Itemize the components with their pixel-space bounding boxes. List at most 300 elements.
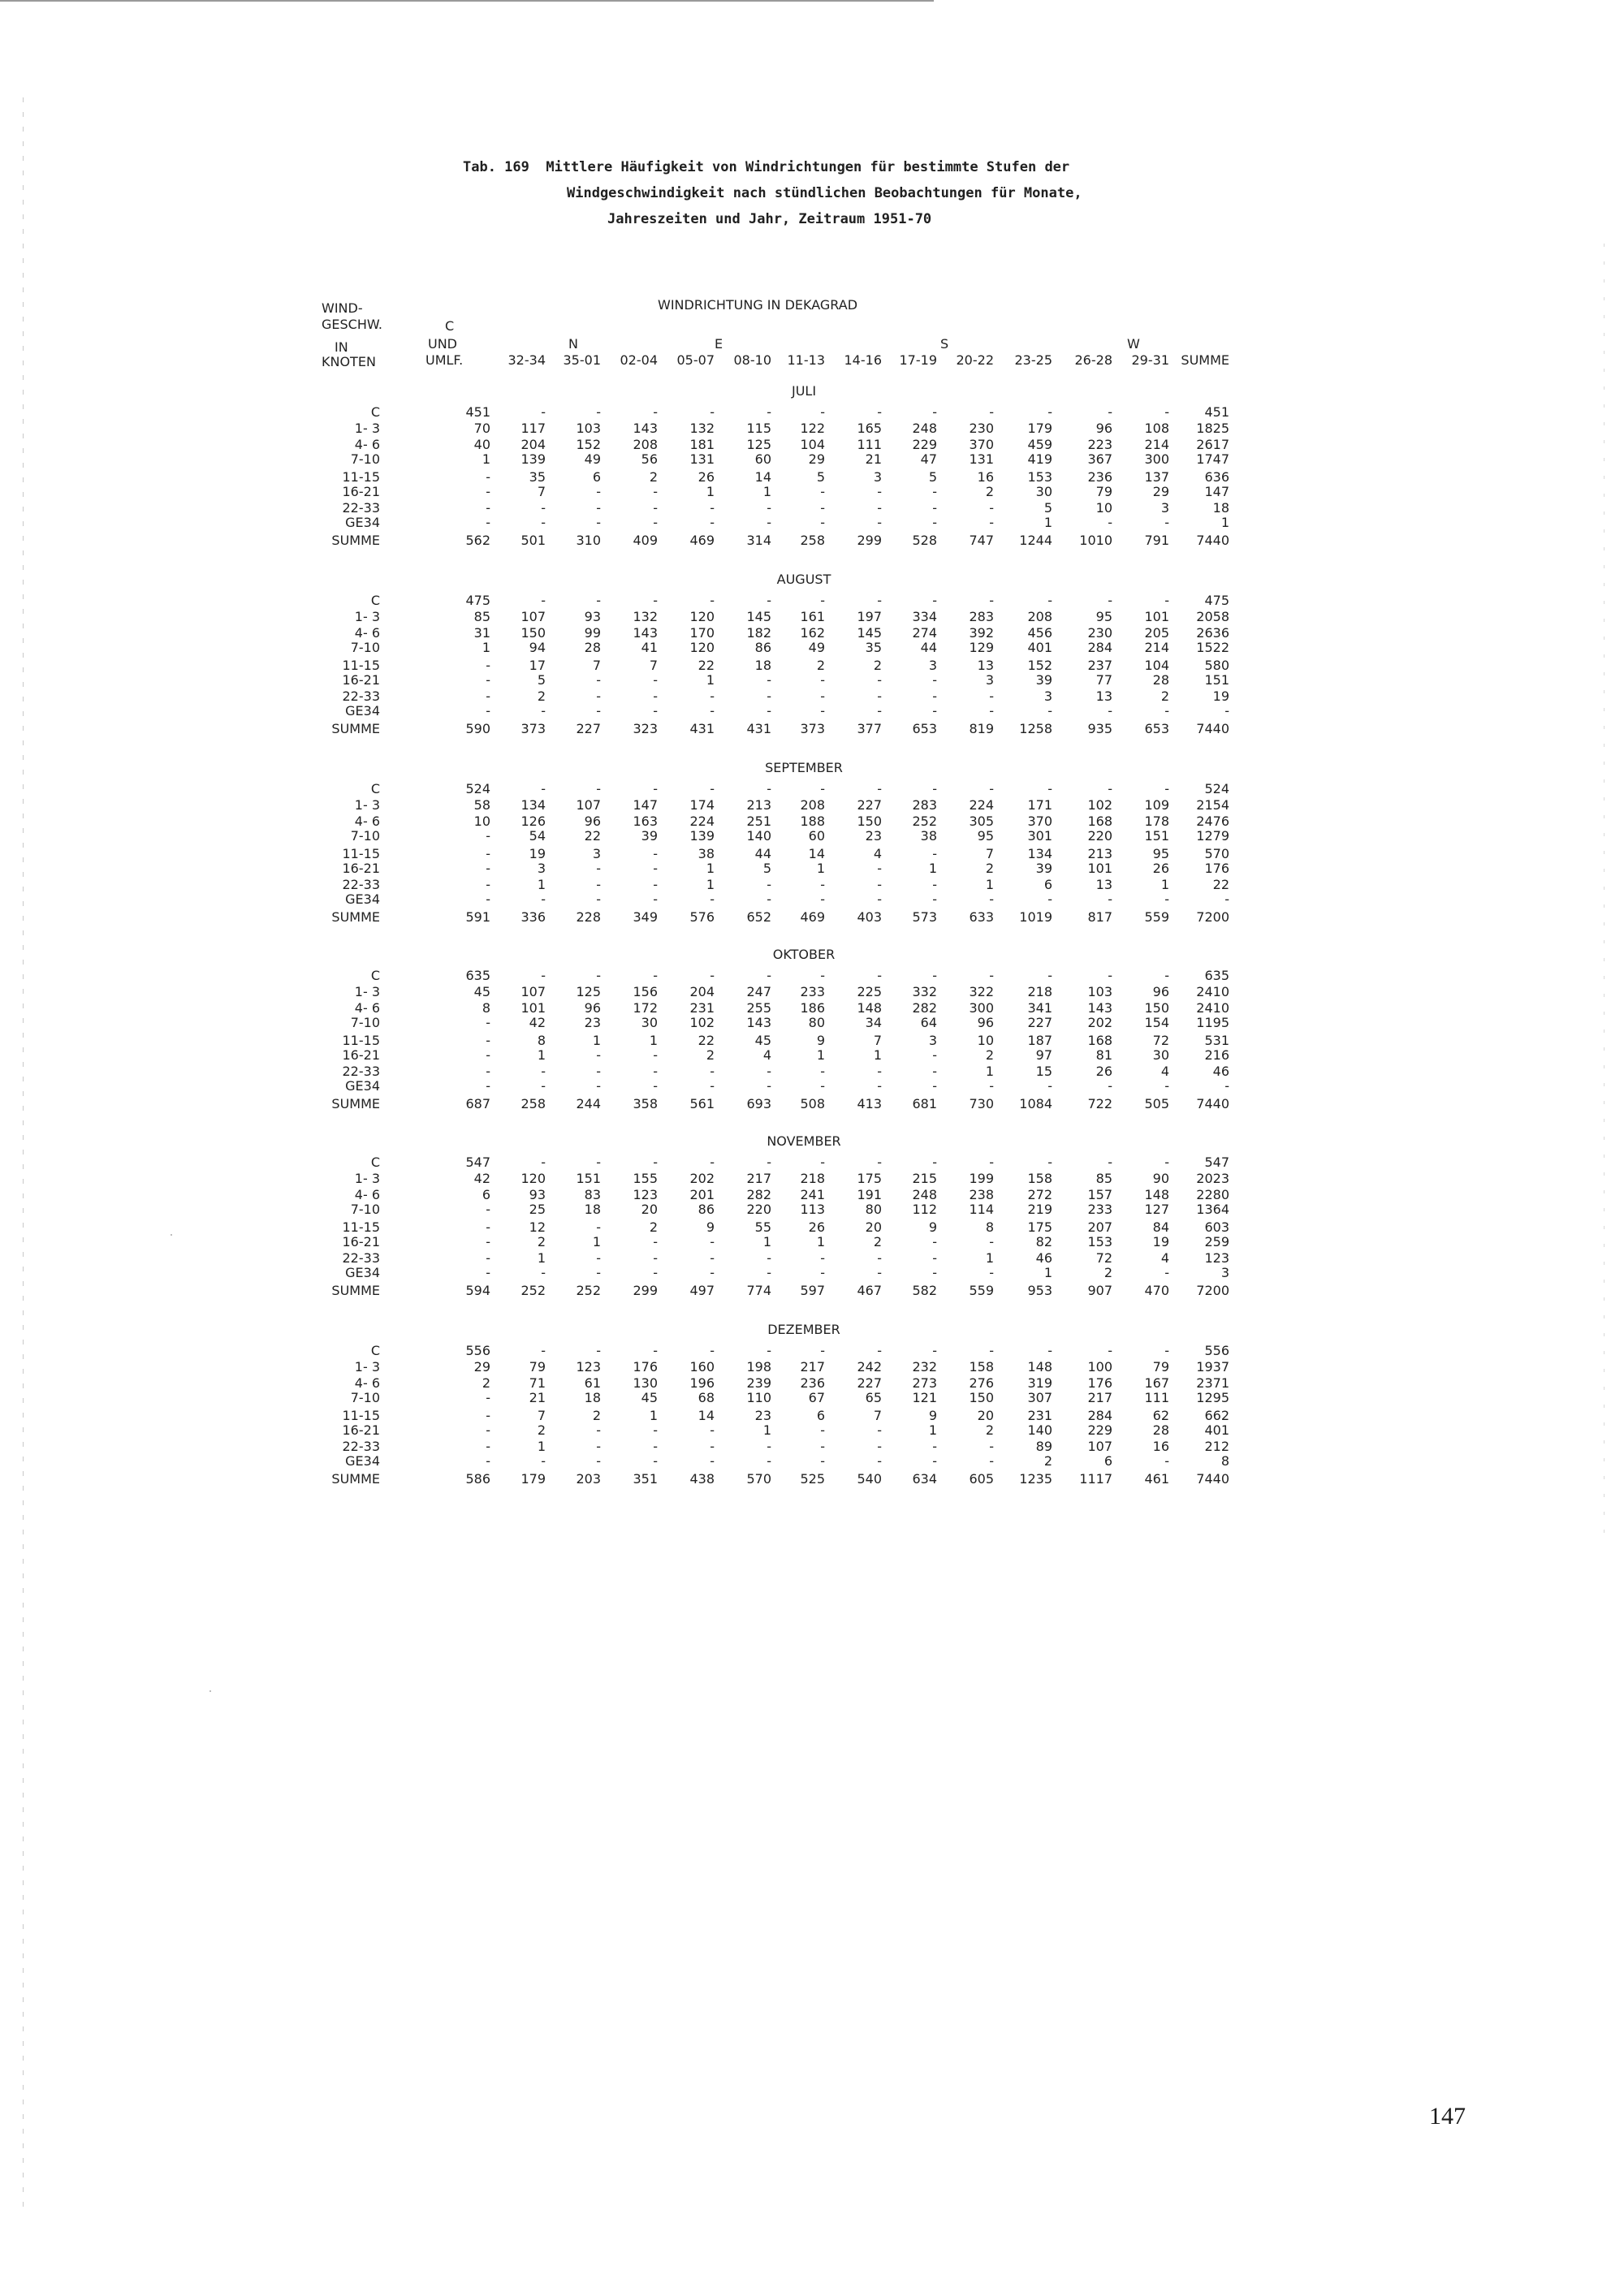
table-cell: 150 (1144, 1000, 1169, 1016)
table-cell: 2 (985, 1422, 994, 1438)
table-cell: - (932, 404, 937, 420)
table-cell: 31 (473, 625, 490, 641)
table-cell: 300 (1144, 451, 1169, 467)
table-cell: - (1108, 404, 1112, 420)
table-cell: - (1108, 515, 1112, 530)
row-label: GE34 (345, 703, 380, 719)
table-cell: - (767, 1154, 771, 1170)
table-cell: 252 (912, 814, 937, 829)
table-cell: 129 (969, 640, 994, 655)
table-cell: - (596, 672, 601, 688)
table-cell: - (932, 1453, 937, 1469)
table-cell: 34 (865, 1015, 882, 1030)
table-cell: 5 (537, 672, 546, 688)
table-cell: 358 (633, 1096, 658, 1111)
table-cell: 14 (808, 846, 825, 861)
table-cell: 81 (1095, 1047, 1112, 1063)
table-cell: 208 (633, 437, 658, 452)
table-cell: 634 (912, 1471, 937, 1487)
table-cell: 28 (1152, 1422, 1169, 1438)
table-cell: 217 (746, 1171, 771, 1186)
table-cell: 636 (1204, 469, 1229, 485)
table-cell: 633 (969, 909, 994, 925)
table-cell: - (989, 1343, 994, 1358)
table-cell: 89 (1035, 1439, 1052, 1454)
row-label: C (370, 1154, 380, 1170)
table-cell: 83 (584, 1187, 601, 1202)
table-cell: 582 (912, 1283, 937, 1298)
table-cell: 2 (816, 658, 825, 673)
table-cell: 71 (529, 1375, 546, 1391)
table-cell: 19 (1152, 1234, 1169, 1249)
table-cell: 79 (529, 1359, 546, 1375)
table-cell: 1 (482, 451, 490, 467)
row-label: 11-15 (342, 658, 380, 673)
table-cell: 114 (969, 1202, 994, 1217)
table-cell: - (653, 1250, 658, 1266)
table-cell: 367 (1087, 451, 1112, 467)
table-cell: 219 (1027, 1202, 1052, 1217)
table-cell: 1 (816, 861, 825, 876)
table-cell: 229 (1087, 1422, 1112, 1438)
table-cell: 1 (1160, 877, 1169, 892)
table-cell: 1084 (1019, 1096, 1052, 1111)
table-cell: 2371 (1196, 1375, 1229, 1391)
table-cell: - (877, 1343, 882, 1358)
table-cell: 158 (969, 1359, 994, 1375)
row-label: 1- 3 (354, 1171, 380, 1186)
table-cell: - (653, 1234, 658, 1249)
table-cell: 7 (537, 484, 546, 499)
table-cell: - (596, 500, 601, 516)
table-cell: 561 (689, 1096, 715, 1111)
table-cell: - (653, 877, 658, 892)
table-cell: - (877, 1422, 882, 1438)
table-cell: 747 (969, 533, 994, 548)
table-cell: 145 (857, 625, 882, 641)
table-cell: 1 (985, 1250, 994, 1266)
table-cell: 377 (857, 721, 882, 736)
table-cell: - (1164, 968, 1169, 983)
table-cell: 791 (1144, 533, 1169, 548)
compass-e: E (715, 336, 723, 352)
column-header: 05-07 (676, 352, 715, 368)
table-cell: - (1164, 1453, 1169, 1469)
table-cell: - (710, 1439, 715, 1454)
table-cell: 1 (985, 1064, 994, 1079)
table-cell: - (541, 515, 546, 530)
table-cell: - (767, 1064, 771, 1079)
table-caption-line-2: Windgeschwindigkeit nach stündlichen Beobachtungen für Monate, (567, 185, 1082, 201)
table-cell: 96 (584, 1000, 601, 1016)
row-label: 7-10 (350, 451, 380, 467)
table-cell: 61 (584, 1375, 601, 1391)
table-cell: - (877, 1064, 882, 1079)
table-cell: - (1108, 1154, 1112, 1170)
table-cell: - (767, 1439, 771, 1454)
table-cell: 108 (1144, 421, 1169, 436)
table-cell: 310 (576, 533, 601, 548)
table-cell: 95 (1152, 846, 1169, 861)
table-cell: - (877, 515, 882, 530)
table-cell: 524 (465, 781, 490, 796)
table-cell: 7 (985, 846, 994, 861)
table-cell: - (877, 1078, 882, 1094)
table-cell: 72 (1152, 1033, 1169, 1048)
table-cell: 501 (520, 533, 546, 548)
table-cell: - (596, 515, 601, 530)
table-cell: - (1108, 703, 1112, 719)
table-cell: - (932, 688, 937, 704)
table-cell: - (767, 593, 771, 608)
table-cell: 907 (1087, 1283, 1112, 1298)
row-label: 16-21 (342, 861, 380, 876)
row-label: 1- 3 (354, 421, 380, 436)
table-cell: - (710, 781, 715, 796)
table-cell: 29 (1152, 484, 1169, 499)
table-cell: 21 (529, 1390, 546, 1405)
table-cell: 323 (633, 721, 658, 736)
table-cell: 94 (529, 640, 546, 655)
table-cell: 107 (520, 609, 546, 624)
table-cell: - (541, 703, 546, 719)
table-cell: 22 (1212, 877, 1229, 892)
table-cell: - (486, 1265, 490, 1280)
table-cell: - (820, 672, 825, 688)
table-cell: - (596, 781, 601, 796)
table-cell: 103 (1087, 984, 1112, 999)
table-cell: - (1047, 1154, 1052, 1170)
table-cell: - (710, 1064, 715, 1079)
table-cell: 2410 (1196, 1000, 1229, 1016)
table-cell: 13 (1095, 688, 1112, 704)
row-label: 7-10 (350, 1390, 380, 1405)
table-cell: 300 (969, 1000, 994, 1016)
table-cell: 525 (800, 1471, 825, 1487)
table-cell: 55 (754, 1219, 771, 1235)
row-label: 11-15 (342, 846, 380, 861)
table-cell: 84 (1152, 1219, 1169, 1235)
table-cell: - (486, 1219, 490, 1235)
table-cell: 2 (1104, 1265, 1112, 1280)
row-label: GE34 (345, 1453, 380, 1469)
table-cell: 6 (482, 1187, 490, 1202)
table-cell: - (486, 703, 490, 719)
table-cell: - (932, 593, 937, 608)
table-cell: - (710, 404, 715, 420)
table-cell: 18 (1212, 500, 1229, 516)
table-cell: 5 (1043, 500, 1052, 516)
table-cell: 38 (920, 828, 937, 844)
table-cell: 3 (1220, 1265, 1229, 1280)
table-cell: 42 (529, 1015, 546, 1030)
table-cell: 29 (808, 451, 825, 467)
table-cell: 283 (912, 797, 937, 813)
table-cell: - (596, 1439, 601, 1454)
table-cell: - (767, 703, 771, 719)
table-cell: 96 (977, 1015, 994, 1030)
table-cell: 1364 (1196, 1202, 1229, 1217)
table-cell: 38 (698, 846, 715, 861)
table-cell: - (541, 404, 546, 420)
table-cell: 123 (633, 1187, 658, 1202)
table-cell: 283 (969, 609, 994, 624)
table-cell: 540 (857, 1471, 882, 1487)
table-cell: - (877, 781, 882, 796)
table-cell: 2 (537, 1422, 546, 1438)
table-cell: 22 (584, 828, 601, 844)
table-cell: 3 (1043, 688, 1052, 704)
table-cell: - (596, 877, 601, 892)
table-cell: 469 (689, 533, 715, 548)
table-cell: 150 (969, 1390, 994, 1405)
table-cell: 252 (520, 1283, 546, 1298)
table-cell: 95 (1095, 609, 1112, 624)
table-cell: - (486, 1250, 490, 1266)
table-cell: 49 (808, 640, 825, 655)
table-cell: 233 (800, 984, 825, 999)
table-cell: - (486, 658, 490, 673)
table-cell: 230 (969, 421, 994, 436)
table-cell: 1 (928, 861, 937, 876)
table-cell: 101 (1144, 609, 1169, 624)
table-cell: 208 (1027, 609, 1052, 624)
table-cell: 1 (537, 1047, 546, 1063)
table-cell: - (596, 1219, 601, 1235)
table-cell: - (1164, 703, 1169, 719)
table-cell: - (653, 688, 658, 704)
table-cell: 60 (808, 828, 825, 844)
table-cell: - (596, 1265, 601, 1280)
table-cell: 107 (520, 984, 546, 999)
table-cell: 154 (1144, 1015, 1169, 1030)
compass-s: S (940, 336, 949, 352)
table-cell: 134 (520, 797, 546, 813)
table-cell: 22 (698, 1033, 715, 1048)
table-cell: 68 (698, 1390, 715, 1405)
table-cell: 176 (1087, 1375, 1112, 1391)
table-cell: 215 (912, 1171, 937, 1186)
table-cell: 23 (754, 1408, 771, 1423)
table-cell: 125 (576, 984, 601, 999)
table-cell: 9 (816, 1033, 825, 1048)
table-cell: 232 (912, 1359, 937, 1375)
top-rule (0, 0, 934, 2)
row-label: SUMME (331, 1471, 380, 1487)
table-cell: 4 (1160, 1250, 1169, 1266)
table-cell: 102 (689, 1015, 715, 1030)
table-cell: - (710, 593, 715, 608)
table-cell: 730 (969, 1096, 994, 1111)
table-cell: 580 (1204, 658, 1229, 673)
table-cell: 3 (928, 658, 937, 673)
table-cell: 409 (633, 533, 658, 548)
column-header: 02-04 (620, 352, 658, 368)
table-cell: - (486, 484, 490, 499)
table-cell: 456 (1027, 625, 1052, 641)
table-cell: 2 (873, 658, 882, 673)
table-cell: - (767, 672, 771, 688)
table-cell: 7440 (1196, 533, 1229, 548)
table-cell: - (486, 1033, 490, 1048)
compass-n: N (568, 336, 578, 352)
table-cell: - (877, 1265, 882, 1280)
header-in-line: IN (335, 339, 348, 355)
table-cell: 26 (808, 1219, 825, 1235)
table-cell: 653 (912, 721, 937, 736)
table-cell: 1 (762, 1422, 771, 1438)
table-cell: 12 (529, 1219, 546, 1235)
table-cell: 392 (969, 625, 994, 641)
table-cell: 207 (1087, 1219, 1112, 1235)
table-cell: 586 (465, 1471, 490, 1487)
table-cell: 4 (873, 846, 882, 861)
row-label: GE34 (345, 1265, 380, 1280)
table-cell: 2154 (1196, 797, 1229, 813)
table-cell: - (710, 891, 715, 907)
table-cell: - (989, 688, 994, 704)
table-cell: - (653, 1265, 658, 1280)
table-cell: 1195 (1196, 1015, 1229, 1030)
month-title: JULI (791, 383, 817, 399)
table-cell: 242 (857, 1359, 882, 1375)
table-cell: 214 (1144, 640, 1169, 655)
table-cell: 26 (1095, 1064, 1112, 1079)
column-header: 35-01 (563, 352, 601, 368)
table-cell: 373 (800, 721, 825, 736)
table-cell: 46 (1212, 1064, 1229, 1079)
table-cell: 26 (698, 469, 715, 485)
table-cell: 687 (465, 1096, 490, 1111)
table-cell: 213 (1087, 846, 1112, 861)
table-cell: 3 (537, 861, 546, 876)
table-cell: - (820, 1453, 825, 1469)
table-cell: - (710, 1234, 715, 1249)
month-title: SEPTEMBER (765, 760, 843, 775)
row-label: C (370, 404, 380, 420)
table-cell: 70 (473, 421, 490, 436)
table-cell: 147 (633, 797, 658, 813)
table-cell: 26 (1152, 861, 1169, 876)
row-label: 7-10 (350, 1202, 380, 1217)
table-cell: 2280 (1196, 1187, 1229, 1202)
table-cell: 79 (1095, 484, 1112, 499)
table-cell: 319 (1027, 1375, 1052, 1391)
table-cell: 104 (1144, 658, 1169, 673)
table-caption-line-1: Tab. 169 Mittlere Häufigkeit von Windrichtungen für bestimmte Stufen der (463, 159, 1070, 175)
table-cell: - (820, 1154, 825, 1170)
table-cell: 1 (649, 1408, 658, 1423)
column-header: 14-16 (844, 352, 882, 368)
table-cell: 370 (969, 437, 994, 452)
table-cell: 403 (857, 909, 882, 925)
table-cell: 179 (520, 1471, 546, 1487)
table-cell: 307 (1027, 1390, 1052, 1405)
table-cell: 30 (641, 1015, 658, 1030)
table-cell: 1 (762, 484, 771, 499)
table-cell: - (1224, 703, 1229, 719)
table-cell: 19 (1212, 688, 1229, 704)
table-cell: 6 (816, 1408, 825, 1423)
table-cell: 1 (706, 484, 715, 499)
table-cell: - (877, 1439, 882, 1454)
table-cell: 231 (689, 1000, 715, 1016)
table-cell: 1747 (1196, 451, 1229, 467)
table-cell: 1244 (1019, 533, 1052, 548)
table-cell: - (653, 968, 658, 983)
table-cell: 2617 (1196, 437, 1229, 452)
table-cell: - (541, 593, 546, 608)
table-cell: 1019 (1019, 909, 1052, 925)
table-cell: - (767, 1078, 771, 1094)
table-cell: 100 (1087, 1359, 1112, 1375)
table-cell: 45 (641, 1390, 658, 1405)
header-calm-und: UND (428, 336, 457, 352)
row-label: 11-15 (342, 1408, 380, 1423)
table-cell: 111 (1144, 1390, 1169, 1405)
table-cell: - (820, 1422, 825, 1438)
table-cell: - (486, 500, 490, 516)
table-cell: 1258 (1019, 721, 1052, 736)
table-cell: 175 (1027, 1219, 1052, 1235)
table-cell: 228 (576, 909, 601, 925)
table-cell: - (1047, 703, 1052, 719)
table-cell: 8 (985, 1219, 994, 1235)
table-cell: 99 (584, 625, 601, 641)
table-cell: 205 (1144, 625, 1169, 641)
row-label: 22-33 (342, 500, 380, 516)
table-cell: - (989, 891, 994, 907)
table-cell: 1 (1220, 515, 1229, 530)
table-cell: - (820, 703, 825, 719)
table-cell: 96 (1095, 421, 1112, 436)
table-cell: - (1108, 1078, 1112, 1094)
table-cell: - (989, 968, 994, 983)
table-cell: 419 (1027, 451, 1052, 467)
table-cell: 101 (520, 1000, 546, 1016)
table-cell: 2058 (1196, 609, 1229, 624)
table-cell: - (877, 593, 882, 608)
table-cell: - (596, 1154, 601, 1170)
table-cell: 224 (969, 797, 994, 813)
table-cell: 6 (592, 469, 601, 485)
table-cell: 244 (576, 1096, 601, 1111)
table-cell: 17 (529, 658, 546, 673)
table-cell: - (932, 515, 937, 530)
table-cell: 8 (1220, 1453, 1229, 1469)
table-cell: 96 (584, 814, 601, 829)
row-label: C (370, 593, 380, 608)
table-cell: - (820, 515, 825, 530)
table-cell: - (932, 877, 937, 892)
row-label: 16-21 (342, 484, 380, 499)
table-cell: 227 (857, 797, 882, 813)
table-cell: 2 (592, 1408, 601, 1423)
table-cell: 172 (633, 1000, 658, 1016)
table-cell: 204 (689, 984, 715, 999)
table-cell: 272 (1027, 1187, 1052, 1202)
table-cell: 1 (1043, 1265, 1052, 1280)
table-cell: - (989, 1453, 994, 1469)
table-cell: 218 (800, 1171, 825, 1186)
table-cell: 80 (865, 1202, 882, 1217)
table-cell: 162 (800, 625, 825, 641)
table-cell: - (1164, 593, 1169, 608)
row-label: C (370, 781, 380, 796)
table-cell: 54 (529, 828, 546, 844)
table-cell: - (710, 703, 715, 719)
table-cell: 14 (698, 1408, 715, 1423)
